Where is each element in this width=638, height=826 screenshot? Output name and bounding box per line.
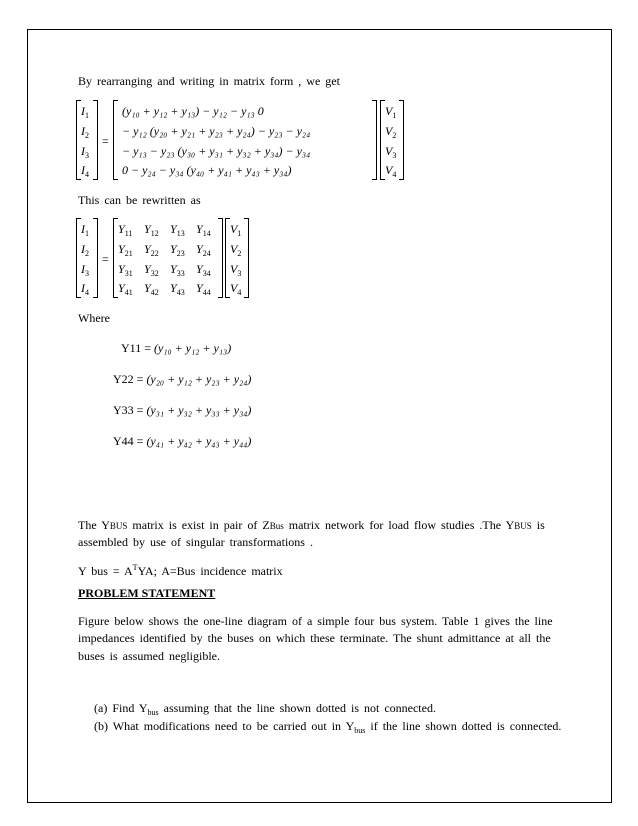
definition-lhs: Y22 = [113,372,144,386]
text-run: (b) What modifications need to be carried out in Y [94,719,355,733]
text-run: Y bus = A [78,564,133,578]
rewritten-text: This can be rewritten as [78,193,201,207]
text-run: if the line shown dotted is connected. [365,719,562,733]
definition-lhs: Y44 = [113,434,144,448]
y-element: $Y_{22}$ [144,242,159,258]
definition-rhs: (y₂₀ + y₁₂ + y₂₃ + y₂₄) [146,372,252,386]
text-run: is [531,518,545,532]
question-b [94,719,561,735]
y-element: $Y_{14}$ [196,222,211,238]
text-run: matrix is exist in pair of Z [127,518,270,532]
text-run: Bus [269,521,284,531]
text-run: The Y [78,518,110,532]
matrix-row-3: − y₁₃ − y₂₃ (y₃₀ + y₃₁ + y₃₂ + y₃₄) − y₃₄ [122,144,311,158]
equals-sign: = [102,134,109,148]
voltage-symbol: $V_1$ [230,222,242,238]
current-symbol: $I_3$ [81,144,89,160]
voltage-symbol: $V_3$ [230,262,242,278]
ybus-paragraph-line2: assembled by use of singular transformations . [78,535,313,549]
y-element: $Y_{12}$ [144,222,159,238]
voltage-symbol: $V_4$ [230,281,242,297]
definition-y44 [113,434,251,449]
y-element: $Y_{23}$ [170,242,185,258]
current-symbol: $I_3$ [81,262,89,278]
where-text: Where [78,311,110,325]
y-element: $Y_{32}$ [144,262,159,278]
current-symbol: $I_1$ [81,222,89,238]
y-element: $Y_{34}$ [196,262,211,278]
lhs2-bracket-right [93,218,98,298]
ymatrix-bracket-right [218,218,223,298]
subscript: bus [354,726,366,735]
y-element: $Y_{21}$ [118,242,133,258]
definition-lhs: Y33 = [113,403,144,417]
intro-text: By rearranging and writing in matrix form , we get [78,74,340,88]
current-symbol: $I_4$ [81,281,89,297]
matrix-bracket-left [113,100,118,180]
lhs-bracket-right [93,100,98,180]
y-element: $Y_{24}$ [196,242,211,258]
definition-lhs: Y11 = [121,341,151,355]
y-element: $Y_{42}$ [144,281,159,297]
matrix-bracket-right [372,100,377,180]
y-element: $Y_{44}$ [196,281,211,297]
definition-y22 [113,372,251,387]
text-run: matrix network for load flow studies .The Y [283,518,515,532]
problem-heading: PROBLEM STATEMENT [78,586,216,600]
problem-text-line2: impedances identified by the buses on which these terminate. The shunt admittance at all the [78,631,551,645]
definition-rhs: (y₄₁ + y₄₂ + y₄₃ + y₄₄) [146,434,252,448]
definition-y11 [121,341,231,356]
voltage-symbol: $V_1$ [385,104,397,120]
y-element: $Y_{33}$ [170,262,185,278]
text-run: BUS [514,521,532,531]
subscript: bus [147,708,159,717]
matrix-row-4: 0 − y₂₄ − y₃₄ (y₄₀ + y₄₁ + y₄₃ + y₃₄) [122,163,292,177]
text-run: assuming that the line shown dotted is not connected. [158,701,436,715]
current-symbol: $I_2$ [81,242,89,258]
text-run: (a) Find Y [94,701,148,715]
rhs-bracket-right [399,100,404,180]
y-element: $Y_{41}$ [118,281,133,297]
rhs2-bracket-right [244,218,249,298]
voltage-symbol: $V_2$ [230,242,242,258]
ybus-formula [78,563,283,579]
voltage-symbol: $V_3$ [385,144,397,160]
y-element: $Y_{43}$ [170,281,185,297]
definition-rhs: (y₃₁ + y₃₂ + y₃₃ + y₃₄) [146,403,252,417]
ybus-paragraph-line1 [78,518,545,533]
y-element: $Y_{11}$ [118,222,133,238]
y-element: $Y_{13}$ [170,222,185,238]
superscript: T [132,563,138,572]
definition-rhs: (y₁₀ + y₁₂ + y₁₃) [154,341,232,355]
y-element: $Y_{31}$ [118,262,133,278]
voltage-symbol: $V_4$ [385,163,397,179]
current-symbol: $I_2$ [81,124,89,140]
problem-text-line1: Figure below shows the one-line diagram of a simple four bus system. Table 1 gives the line [78,614,553,628]
equals-sign-2: = [102,252,109,266]
matrix-row-1: (y₁₀ + y₁₂ + y₁₃) − y₁₂ − y₁₃ 0 [122,104,264,118]
current-symbol: $I_4$ [81,163,89,179]
definition-y33 [113,403,251,418]
text-run: YA; A=Bus incidence matrix [137,564,283,578]
question-a [94,701,436,717]
problem-text-line3: buses is assumed negligible. [78,649,220,663]
voltage-symbol: $V_2$ [385,124,397,140]
matrix-row-2: − y₁₂ (y₂₀ + y₂₁ + y₂₃ + y₂₄) − y₂₃ − y₂₄ [122,124,311,138]
current-symbol: $I_1$ [81,104,89,120]
text-run: BUS [109,521,128,531]
